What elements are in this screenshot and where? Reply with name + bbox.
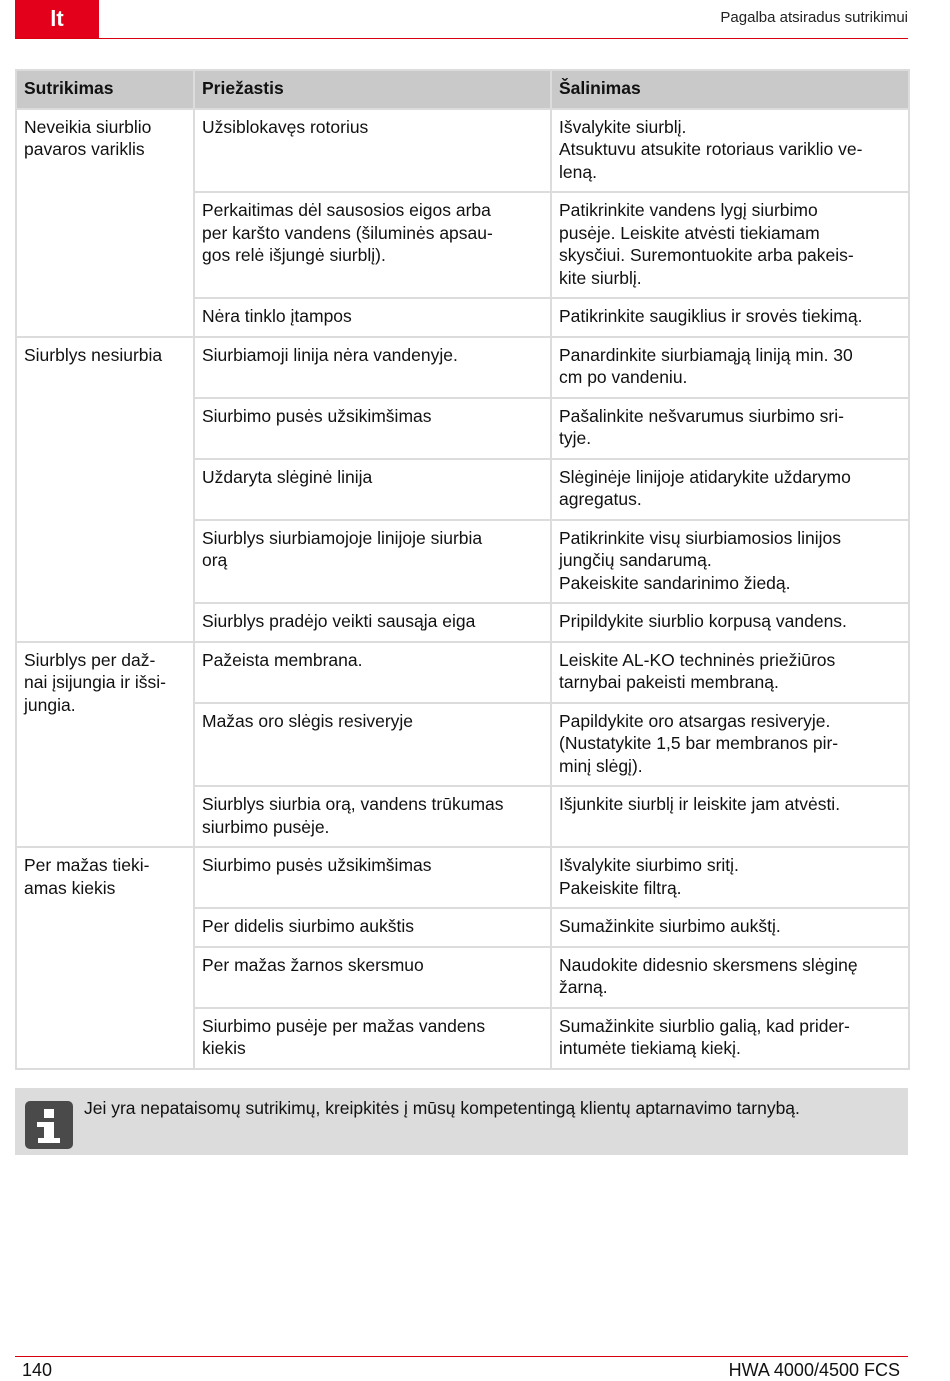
remedy-cell: Išvalykite siurblį. Atsuktuvu atsukite rotoriaus variklio ve- leną. <box>551 109 909 193</box>
footer-divider <box>15 1356 908 1357</box>
cause-cell: Siurbimo pusėje per mažas vandens kiekis <box>194 1008 551 1069</box>
page-number: 140 <box>22 1360 53 1380</box>
language-tab: lt <box>15 0 99 38</box>
remedy-cell: Išjunkite siurblį ir leiskite jam atvėsti. <box>551 786 909 847</box>
model-name: HWA 4000/4500 FCS <box>728 1360 900 1380</box>
remedy-cell: Pašalinkite nešvarumus siurbimo sri- tyje. <box>551 398 909 459</box>
info-text: Jei yra nepataisomų sutrikimų, kreipkitės į mūsų kompetentingą klientų aptarnavimo tarnybą. <box>84 1098 800 1118</box>
column-header-remedy: Šalinimas <box>551 70 909 109</box>
cause-cell: Siurblys pradėjo veikti sausąja eiga <box>194 603 551 642</box>
remedy-cell: Pripildykite siurblio korpusą vandens. <box>551 603 909 642</box>
remedy-cell: Patikrinkite visų siurbiamosios linijos jungčių sandarumą. Pakeiskite sandarinimo žiedą. <box>551 520 909 604</box>
table-row <box>16 337 909 398</box>
info-icon <box>25 1101 73 1149</box>
section-title: Pagalba atsiradus sutrikimui <box>720 9 908 26</box>
cause-cell: Per didelis siurbimo aukštis <box>194 908 551 947</box>
remedy-cell: Patikrinkite saugiklius ir srovės tiekimą. <box>551 298 909 337</box>
cause-cell: Per mažas žarnos skersmuo <box>194 947 551 1008</box>
remedy-cell: Patikrinkite vandens lygį siurbimo pusėje. Leiskite atvėsti tiekiamam skysčiui. Suremontuokite arba pakeis- kite siurblį. <box>551 192 909 298</box>
cause-cell: Siurblys siurbiamojoje linijoje siurbia orą <box>194 520 551 604</box>
table-row <box>16 109 909 193</box>
fault-cell: Siurblys per daž- nai įsijungia ir išsi- jungia. <box>16 642 194 848</box>
cause-cell: Perkaitimas dėl sausosios eigos arba per karšto vandens (šiluminės apsau- gos relė išjungė siurblį). <box>194 192 551 298</box>
cause-cell: Siurbiamoji linija nėra vandenyje. <box>194 337 551 398</box>
remedy-cell: Išvalykite siurbimo sritį. Pakeiskite filtrą. <box>551 847 909 908</box>
column-header-cause: Priežastis <box>194 70 551 109</box>
cause-cell: Užsiblokavęs rotorius <box>194 109 551 193</box>
cause-cell: Pažeista membrana. <box>194 642 551 703</box>
fault-cell: Neveikia siurblio pavaros variklis <box>16 109 194 337</box>
remedy-cell: Sumažinkite siurblio galią, kad prider- intumėte tiekiamą kiekį. <box>551 1008 909 1069</box>
cause-cell: Siurblys siurbia orą, vandens trūkumas siurbimo pusėje. <box>194 786 551 847</box>
cause-cell: Mažas oro slėgis resiveryje <box>194 703 551 787</box>
remedy-cell: Papildykite oro atsargas resiveryje. (Nustatykite 1,5 bar membranos pir- minį slėgį). <box>551 703 909 787</box>
cause-cell: Siurbimo pusės užsikimšimas <box>194 847 551 908</box>
remedy-cell: Naudokite didesnio skersmens slėginę žarną. <box>551 947 909 1008</box>
remedy-cell: Panardinkite siurbiamąją liniją min. 30 cm po vandeniu. <box>551 337 909 398</box>
cause-cell: Uždaryta slėginė linija <box>194 459 551 520</box>
table-row <box>16 847 909 908</box>
cause-cell: Nėra tinklo įtampos <box>194 298 551 337</box>
fault-cell: Per mažas tieki- amas kiekis <box>16 847 194 1069</box>
header-divider <box>15 38 908 39</box>
table-row <box>16 642 909 703</box>
troubleshooting-table <box>15 69 910 1070</box>
fault-cell: Siurblys nesiurbia <box>16 337 194 642</box>
column-header-fault: Sutrikimas <box>16 70 194 109</box>
info-note <box>15 1088 908 1155</box>
remedy-cell: Slėginėje linijoje atidarykite uždarymo agregatus. <box>551 459 909 520</box>
remedy-cell: Leiskite AL-KO techninės priežiūros tarnybai pakeisti membraną. <box>551 642 909 703</box>
table-header-row <box>16 70 909 109</box>
remedy-cell: Sumažinkite siurbimo aukštį. <box>551 908 909 947</box>
cause-cell: Siurbimo pusės užsikimšimas <box>194 398 551 459</box>
